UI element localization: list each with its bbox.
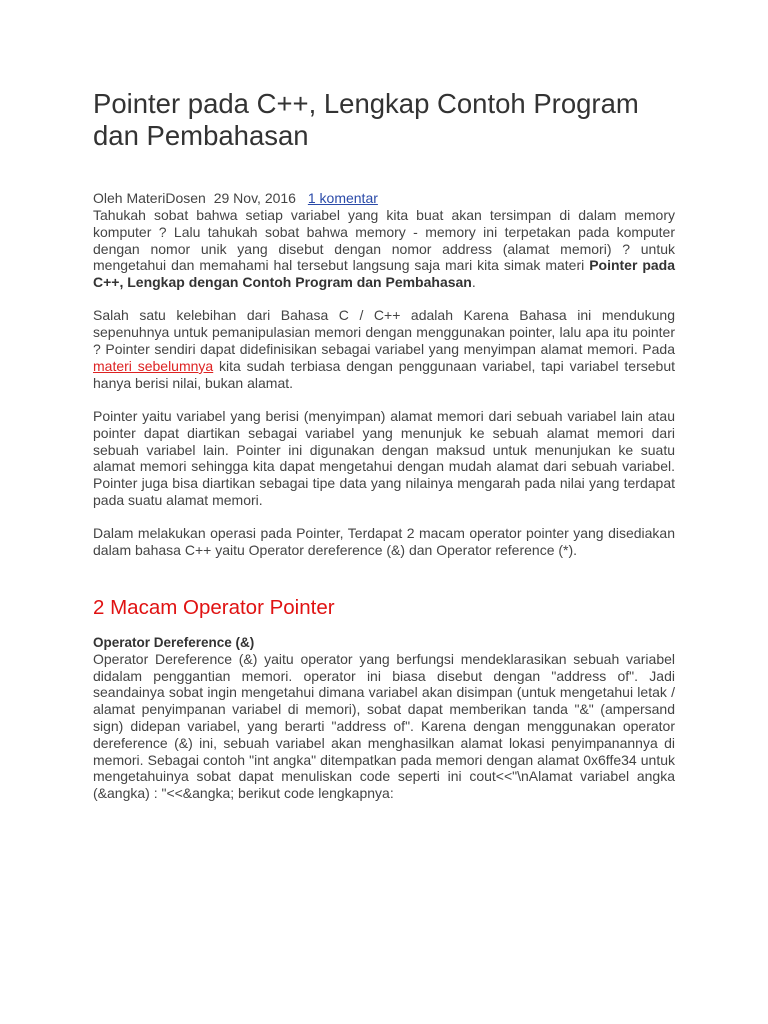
article-title: Pointer pada C++, Lengkap Contoh Program dan Pembahasan <box>93 88 639 151</box>
intro-text: Tahukah sobat bahwa setiap variabel yang kita buat akan tersimpan di dalam memory komputer ? Lalu tahukah sobat bahwa memory - memory ini terpetakan pada komputer dengan nomor unik yang disebut dengan nomor address (alamat memori) ? untuk mengetahui dan memahami hal tersebut langsung saja mari kita simak materi <box>93 207 675 274</box>
post-date: 29 Nov, 2016 <box>213 190 296 206</box>
article <box>93 88 675 802</box>
paragraph-3: Pointer yaitu variabel yang berisi (menyimpan) alamat memori dari sebuah variabel lain atau pointer dapat diartikan sebagai variabel yang menunjuk ke sebuah alamat memori dari sebuah variabel lain. Pointer ini digunakan dengan maksud untuk menunjukan ke suatu alamat memori sehingga kita dapat mengetahui dengan mudah alamat dari sebuah variabel. Pointer juga bisa diartikan sebagai tipe data yang nilainya mengarah pada nilai yang terdapat pada suatu alamat memori. <box>93 407 675 508</box>
paragraph-2-text-2: kita sudah terbiasa dengan penggunaan variabel, tapi variabel tersebut hanya berisi nilai, bukan alamat. <box>93 357 676 391</box>
paragraph-2 <box>93 307 675 391</box>
author: Oleh MateriDosen <box>93 190 206 206</box>
subheading-dereference: Operator Dereference (&) <box>93 634 255 650</box>
intro-bold-text: Pointer pada C++, Lengkap dengan Contoh Program dan Pembahasan <box>93 257 676 291</box>
intro-end: . <box>471 274 476 291</box>
previous-material-link[interactable]: materi sebelumnya <box>93 357 214 374</box>
intro-paragraph <box>93 207 675 291</box>
comments-link[interactable]: 1 komentar <box>307 190 378 206</box>
section-heading: 2 Macam Operator Pointer <box>93 595 335 619</box>
paragraph-5: Operator Dereference (&) yaitu operator yang berfungsi mendeklarasikan sebuah variabel didalam penggantian memori. operator ini biasa disebut dengan "address of". Jadi seandainya sobat ingin mengetahui dimana variabel akan disimpan (untuk mengetahui letak / alamat penyimpanan variabel di memori), sobat dapat memberikan tanda "&" (ampersand sign) didepan variabel, yang berarti "address of". Karena dengan menggunakan operator dereference (&) ini, sebuah variabel akan menghasilkan alamat lokasi penyimpanannya di memori. Sebagai contoh "int angka" ditempatkan pada memori dengan alamat 0x6ffe34 untuk mengetahuinya sobat dapat menuliskan code seperti ini cout<<"\nAlamat variabel angka (&angka) : "<<&angka; berikut code lengkapnya: <box>93 650 675 802</box>
article-meta <box>93 190 675 207</box>
paragraph-2-text-1: Salah satu kelebihan dari Bahasa C / C++ adalah Karena Bahasa ini mendukung sepenuhnya untuk pemanipulasian memori dengan menggunakan pointer, lalu apa itu pointer ? Pointer sendiri dapat didefinisikan sebagai variabel yang menyimpan alamat memori. Pada <box>93 307 675 358</box>
paragraph-4: Dalam melakukan operasi pada Pointer, Terdapat 2 macam operator pointer yang disediakan dalam bahasa C++ yaitu Operator dereference (&) dan Operator reference (*). <box>93 525 675 559</box>
